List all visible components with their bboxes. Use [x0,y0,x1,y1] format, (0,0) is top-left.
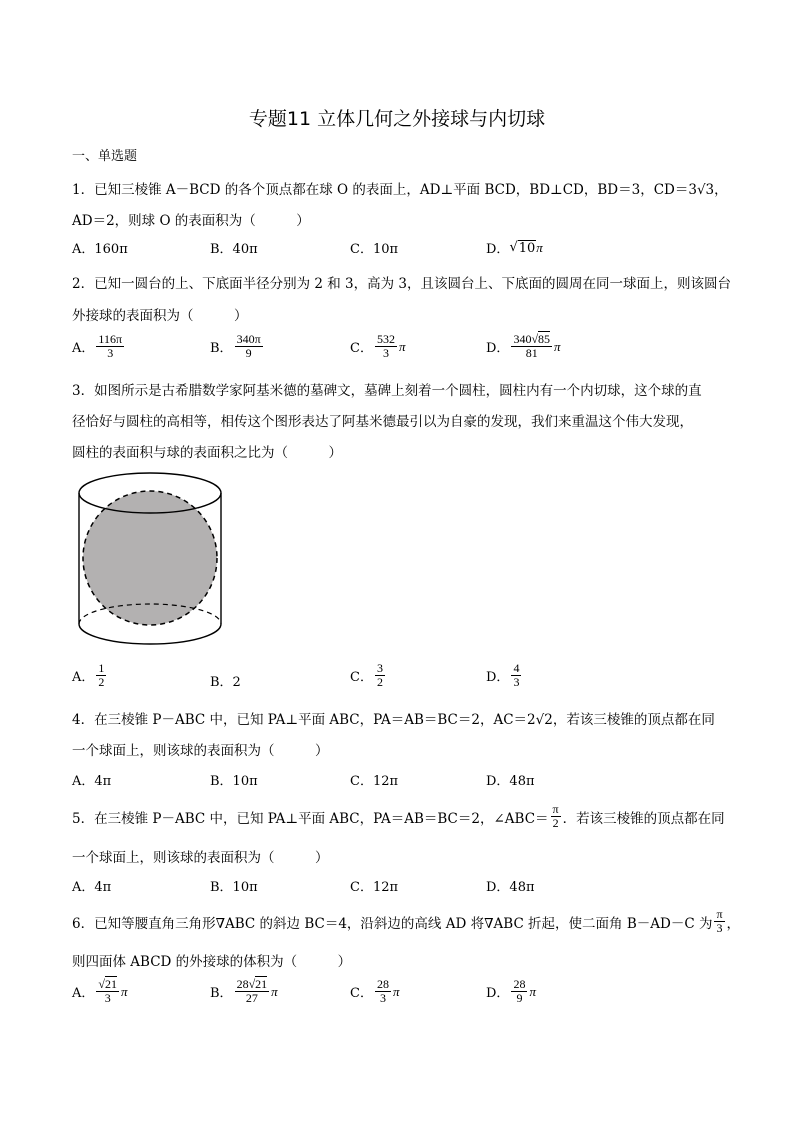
q5-option-c[interactable]: C．12π [350,880,399,895]
q5-option-d[interactable]: D．48π [486,880,535,895]
q3-option-a-fraction [96,662,106,689]
q2-option-d-numerator [511,333,552,347]
q2-option-b[interactable] [210,333,265,360]
q6-option-b-pi: π [271,983,278,999]
q1-option-a[interactable]: A．160π [72,242,128,257]
q4-option-b[interactable]: B．10π [210,774,258,789]
sqrt-symbol: √ [98,977,105,991]
q2-option-a[interactable] [72,333,126,360]
q2-option-a-numerator: 116π [98,332,123,346]
question-4-line-2: 一个球面上，则该球的表面积为（ ） [72,743,329,759]
q2-option-a-label: A． [72,341,95,356]
question-4-line-1: 4．在三棱锥 P－ABC 中，已知 PA⊥平面 ABC，PA＝AB＝BC＝2，AC＝2√2，若该三棱锥的顶点都在同 [72,712,715,728]
q6-option-b-denominator: 27 [245,991,258,1005]
inscribed-sphere [83,491,217,625]
question-5-line-1 [72,803,725,830]
q2-option-d-label: D． [486,341,510,356]
q2-option-b-numerator: 340π [236,332,261,346]
question-4-options [72,770,732,800]
q1-option-d[interactable] [486,238,543,257]
question-3-options [72,662,732,698]
q6-option-a[interactable] [72,978,128,1005]
question-6-line-1 [72,908,740,935]
question-6-text-post: ， [726,915,741,932]
question-5-text-pre: 5．在三棱锥 P－ABC 中，已知 PA⊥平面 ABC，PA＝AB＝BC＝2，∠ABC＝ [72,810,549,827]
question-1-line-1: 1．已知三棱锥 A－BCD 的各个顶点都在球 O 的表面上，AD⊥平面 BCD，BD⊥CD，BD＝3，CD＝3√3， [72,182,728,198]
q3-option-c-numerator: 3 [376,661,383,675]
q5-angle-fraction [551,803,561,830]
q3-option-c[interactable] [350,662,387,689]
question-2-line-1: 2．已知一圆台的上、下底面半径分别为 2 和 3，高为 3，且该圆台上、下底面的圆周在同一球面上，则该圆台 [72,276,732,292]
q6-option-d-numerator: 28 [513,977,526,991]
q3-option-c-label: C． [350,670,373,685]
q2-option-d-pi: π [554,338,561,354]
q6-option-c-fraction [375,978,391,1005]
question-3-line-1: 3．如图所示是古希腊数学家阿基米德的墓碑文，墓碑上刻着一个圆柱，圆柱内有一个内切球，这个球的直 [72,383,702,399]
q2-option-b-denominator: 9 [245,346,252,360]
q6-option-d-pi: π [529,983,536,999]
q2-option-d-denominator: 81 [525,346,538,360]
q2-option-b-fraction [235,333,263,360]
question-6-line-2: 则四面体 ABCD 的外接球的体积为（ ） [72,954,352,970]
q6-option-c-pi: π [392,983,400,999]
q1-option-b[interactable]: B．40π [210,242,258,257]
q2-option-c-label: C． [350,341,373,356]
q2-option-d-coefficient: 340 [513,332,532,346]
question-6-options [72,978,732,1018]
cylinder-bottom-front-arc [79,624,221,644]
q5-angle-numerator: π [552,802,559,816]
q3-option-a-numerator: 1 [98,661,105,675]
q6-option-a-fraction [96,978,119,1005]
q2-option-c-numerator: 532 [376,332,395,346]
q1-option-d-pi: π [536,239,543,255]
q6-option-a-denominator: 3 [104,991,111,1005]
q2-option-a-denominator: 3 [107,346,114,360]
q2-option-c-denominator: 3 [382,346,389,360]
q3-option-a[interactable] [72,662,108,689]
question-5-line-2: 一个球面上，则该球的表面积为（ ） [72,850,329,866]
q6-option-c-label: C． [350,986,373,1001]
q3-option-c-denominator: 2 [376,675,383,689]
question-1-options [72,238,732,268]
q6-angle-denominator: 3 [716,921,723,935]
q3-option-d-denominator: 3 [513,675,520,689]
q5-option-a[interactable]: A．4π [72,880,112,895]
q3-option-b[interactable]: B．2 [210,674,241,690]
question-2-options [72,333,732,369]
q6-option-c-denominator: 3 [379,991,386,1005]
page-title: 专题11 立体几何之外接球与内切球 [248,108,546,130]
q6-option-d-denominator: 9 [516,991,523,1005]
q2-option-d[interactable] [486,333,561,360]
q6-option-b[interactable] [210,978,278,1005]
q2-option-d-radicand: 85 [538,332,551,346]
question-5-text-post: ．若该三棱锥的顶点都在同 [562,810,725,827]
q3-option-d-fraction [511,662,521,689]
q3-option-d-label: D． [486,670,510,685]
question-3-line-2: 径恰好与圆柱的高相等，相传这个图形表达了阿基米德最引以为自豪的发现，我们来重温这个伟大发现， [72,414,693,430]
q6-option-b-radicand: 21 [255,977,268,991]
sqrt-symbol: √ 10 [509,239,536,256]
q5-option-b[interactable]: B．10π [210,880,258,895]
q6-option-b-coefficient: 28 [236,977,249,991]
q2-option-a-fraction [96,333,124,360]
q6-angle-numerator: π [716,907,723,921]
q2-option-c-pi: π [398,338,406,354]
q6-option-d-fraction [511,978,527,1005]
q2-option-c-fraction [375,333,397,360]
question-1-line-2: AD＝2，则球 O 的表面积为（ ） [72,213,310,229]
q6-option-d[interactable] [486,978,536,1005]
q3-option-a-denominator: 2 [98,675,105,689]
q6-option-a-label: A． [72,986,95,1001]
q1-option-c[interactable]: C．10π [350,242,399,257]
q2-option-b-label: B． [210,341,233,356]
q5-angle-denominator: 2 [552,816,559,830]
q1-option-d-label: D． [486,242,510,257]
q1-option-d-radicand: 10 [518,240,536,256]
q6-option-c-numerator: 28 [376,977,389,991]
q6-angle-fraction [714,908,724,935]
q6-option-b-fraction [235,978,270,1005]
q6-option-c[interactable] [350,978,399,1005]
question-6-text-pre: 6．已知等腰直角三角形∇ABC 的斜边 BC＝4，沿斜边的高线 AD 将∇ABC 折起，使二面角 B－AD－C 为 [72,915,713,932]
question-5-options [72,876,732,906]
q4-option-c[interactable]: C．12π [350,774,399,789]
q2-option-c[interactable] [350,333,405,360]
q6-option-a-pi: π [120,983,128,999]
q6-option-b-label: B． [210,986,233,1001]
q6-option-d-label: D． [486,986,510,1001]
q6-option-a-radicand: 21 [104,977,117,991]
q3-option-a-label: A． [72,670,95,685]
q2-option-d-fraction [511,333,552,360]
q3-option-d[interactable] [486,662,523,689]
sqrt-symbol: √ [531,332,539,346]
q4-option-a[interactable]: A．4π [72,774,112,789]
question-3-line-3: 圆柱的表面积与球的表面积之比为（ ） [72,445,342,461]
q3-option-d-numerator: 4 [513,661,520,675]
q3-option-c-fraction [375,662,385,689]
q4-option-d[interactable]: D．48π [486,774,535,789]
q6-option-b-numerator [235,978,270,992]
section-heading: 一、单选题 [72,149,138,164]
cylinder-sphere-figure [72,466,232,656]
q6-option-a-numerator [96,978,119,992]
question-2-line-2: 外接球的表面积为（ ） [72,308,248,324]
sqrt-symbol: √ [248,977,256,991]
